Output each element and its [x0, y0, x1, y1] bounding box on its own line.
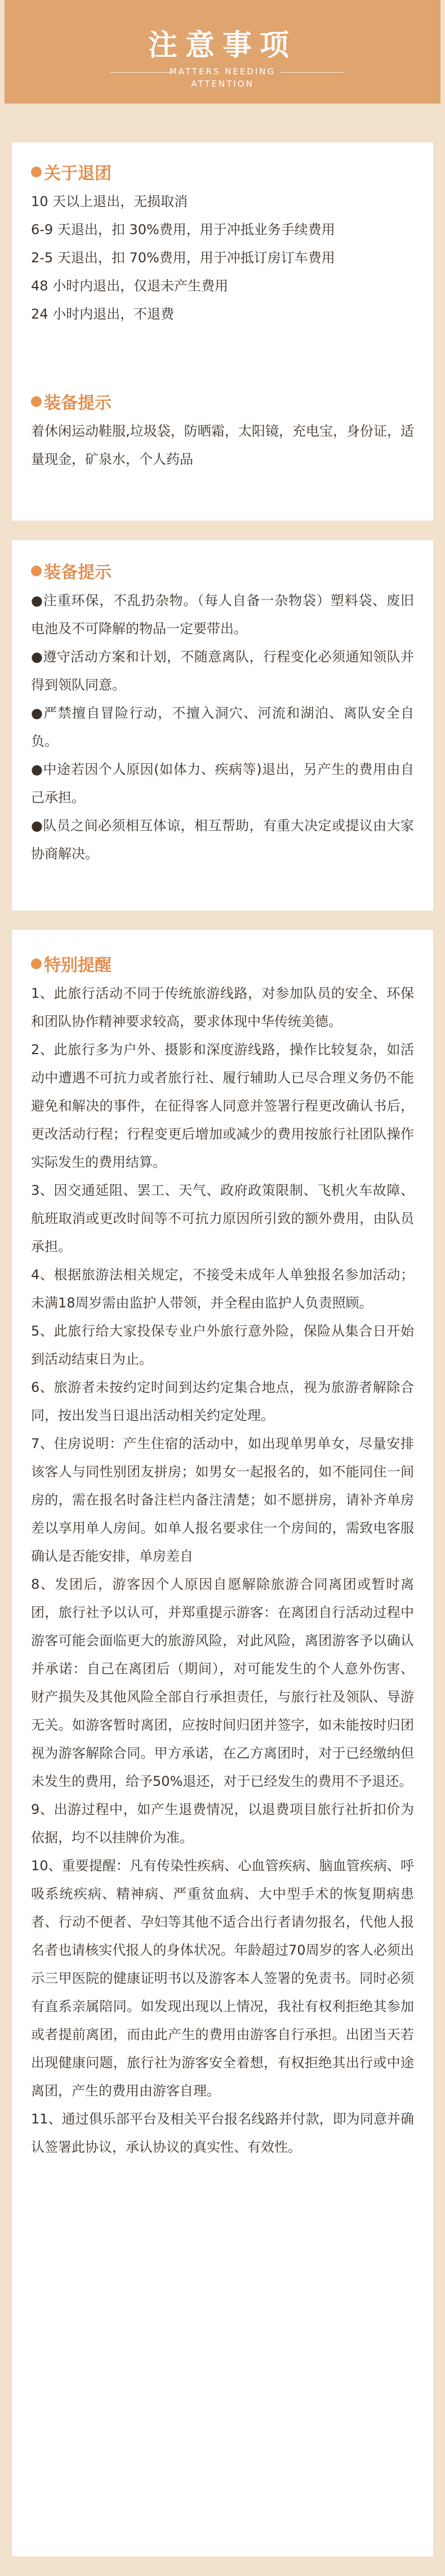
- refund-item: 6-9 天退出，扣 30%费用，用于冲抵业务手续费用: [31, 222, 335, 238]
- gear-rules-card: [12, 540, 433, 911]
- bullet-dot-icon: [31, 396, 42, 407]
- gear-heading: [31, 390, 414, 413]
- gear-rules-title: 装备提示: [44, 563, 112, 583]
- refund-heading: [31, 160, 414, 183]
- gear-rule-item: ●中途若因个人原因(如体力、疾病等)退出，另产生的费用由自己承担。: [31, 761, 414, 805]
- gear-rule-item: ●队员之间必须相互体谅，相互帮助，有重大决定或提议由大家协商解决。: [31, 818, 414, 862]
- bullet-dot-icon: [31, 958, 42, 969]
- page-title: 注意事项: [148, 29, 297, 62]
- special-item: 5、此旅行给大家投保专业户外旅行意外险，保险从集合日开始到活动结束日为止。: [31, 1323, 414, 1367]
- special-item: 10、重要提醒：凡有传染性疾病、心血管疾病、脑血管疾病、呼吸系统疾病、精神病、严重贫血病、大中型手术的恢复期病患者、行动不便者、孕妇等其他不适合出行者请勿报名，代他人报名者也请核实代报人的身体状况。年龄超过70周岁的客人必须出示三甲医院的健康证明书以及游客本人签署的免责书。同时必须有直系亲属陪同。如发现出现以上情况，我社有权利拒绝其参加或者提前离团，而由此产生的费用由游客自行承担。出团当天若出现健康问题，旅行社为游客安全着想，有权拒绝其出行或中途离团，产生的费用由游客自理。: [31, 1858, 414, 2099]
- gear-rule-item: ●注重环保，不乱扔杂物。（每人自备一杂物袋）塑料袋、废旧电池及不可降解的物品一定要带出。: [31, 593, 414, 637]
- special-heading: [31, 952, 414, 975]
- gear-rule-item: ●严禁擅自冒险行动，不擅入洞穴、河流和湖泊、离队安全自负。: [31, 705, 414, 749]
- gear-rule-item: ●遵守活动方案和计划，不随意离队，行程变化必须通知领队并得到领队同意。: [31, 649, 414, 693]
- refund-item: 24 小时内退出，不退费: [31, 306, 175, 322]
- special-item: 8、发团后，游客因个人原因自愿解除旅游合同离团或暂时离团，旅行社予以认可，并郑重提示游客：在离团自行活动过程中游客可能会面临更大的旅游风险，对此风险，离团游客予以确认并承诺：自己在离团后（期间），对可能发生的个人意外伤害、财产损失及其他风险全部自行承担责任，与旅行社及领队、导游无关。如游客暂时离团，应按时间归团并签字，如未能按时归团视为游客解除合同。甲方承诺，在乙方离团时，对于已经缴纳但未发生的费用，给予50%退还，对于已经发生的费用不予退还。: [31, 1576, 414, 1789]
- special-item: 7、住房说明：产生住宿的活动中，如出现单男单女，尽量安排该客人与同性别团友拼房；如男女一起报名的，如不能同住一间房的，需在报名时备注栏内备注清楚；如不愿拼房，请补齐单房差以享用单人房间。如单人报名要求住一个房间的，需致电客服确认是否能安排，单房差自: [31, 1436, 414, 1564]
- gear-card: [12, 370, 433, 521]
- gear-text: 着休闲运动鞋服,垃圾袋，防晒霜，太阳镜，充电宝，身份证，适量现金，矿泉水，个人药品: [31, 423, 414, 467]
- gear-title: 装备提示: [44, 393, 112, 413]
- special-item: 2、此旅行多为户外、摄影和深度游线路，操作比较复杂，如活动中遭遇不可抗力或者旅行社、履行辅助人已尽合理义务仍不能避免和解决的事件，在征得客人同意并签署行程更改确认书后，更改活动行程；行程变更后增加或减少的费用按旅行社团队操作实际发生的费用结算。: [31, 1042, 414, 1170]
- refund-item: 2-5 天退出，扣 70%费用，用于冲抵订房订车费用: [31, 250, 335, 266]
- special-card: [12, 930, 433, 2556]
- special-item: 4、根据旅游法相关规定，不接受未成年人单独报名参加活动；未满18周岁需由监护人带领，并全程由监护人负责照顾。: [31, 1267, 414, 1311]
- special-item: 3、因交通延阻、罢工、天气、政府政策限制、飞机火车故障、航班取消或更改时间等不可抗力原因所引致的额外费用，由队员承担。: [31, 1182, 414, 1255]
- special-title: 特别提醒: [44, 956, 112, 975]
- special-item: 9、出游过程中，如产生退费情况，以退费项目旅行社折扣价为依据，均不以挂牌价为准。: [31, 1802, 414, 1845]
- header-banner: [5, 0, 440, 104]
- gear-rules-heading: [31, 559, 414, 582]
- special-item: 11、通过俱乐部平台及相关平台报名线路并付款，即为同意并确认签署此协议，承认协议的真实性、有效性。: [31, 2111, 414, 2155]
- special-item: 6、旅游者未按约定时间到达约定集合地点，视为旅游者解除合同，按出发当日退出活动相关约定处理。: [31, 1379, 414, 1423]
- bullet-dot-icon: [31, 167, 42, 177]
- refund-item: 48 小时内退出，仅退未产生费用: [31, 278, 229, 294]
- header-subtitle-line2: ATTENTION: [191, 79, 254, 89]
- refund-card: [12, 142, 433, 372]
- refund-title: 关于退团: [44, 164, 112, 183]
- refund-item: 10 天以上退出，无损取消: [31, 194, 188, 209]
- special-item: 1、此旅行活动不同于传统旅游线路，对参加队员的安全、环保和团队协作精神要求较高，要求体现中华传统美德。: [31, 985, 414, 1029]
- bullet-dot-icon: [31, 566, 42, 576]
- header-subtitle-line1: MATTERS NEEDING: [169, 66, 276, 77]
